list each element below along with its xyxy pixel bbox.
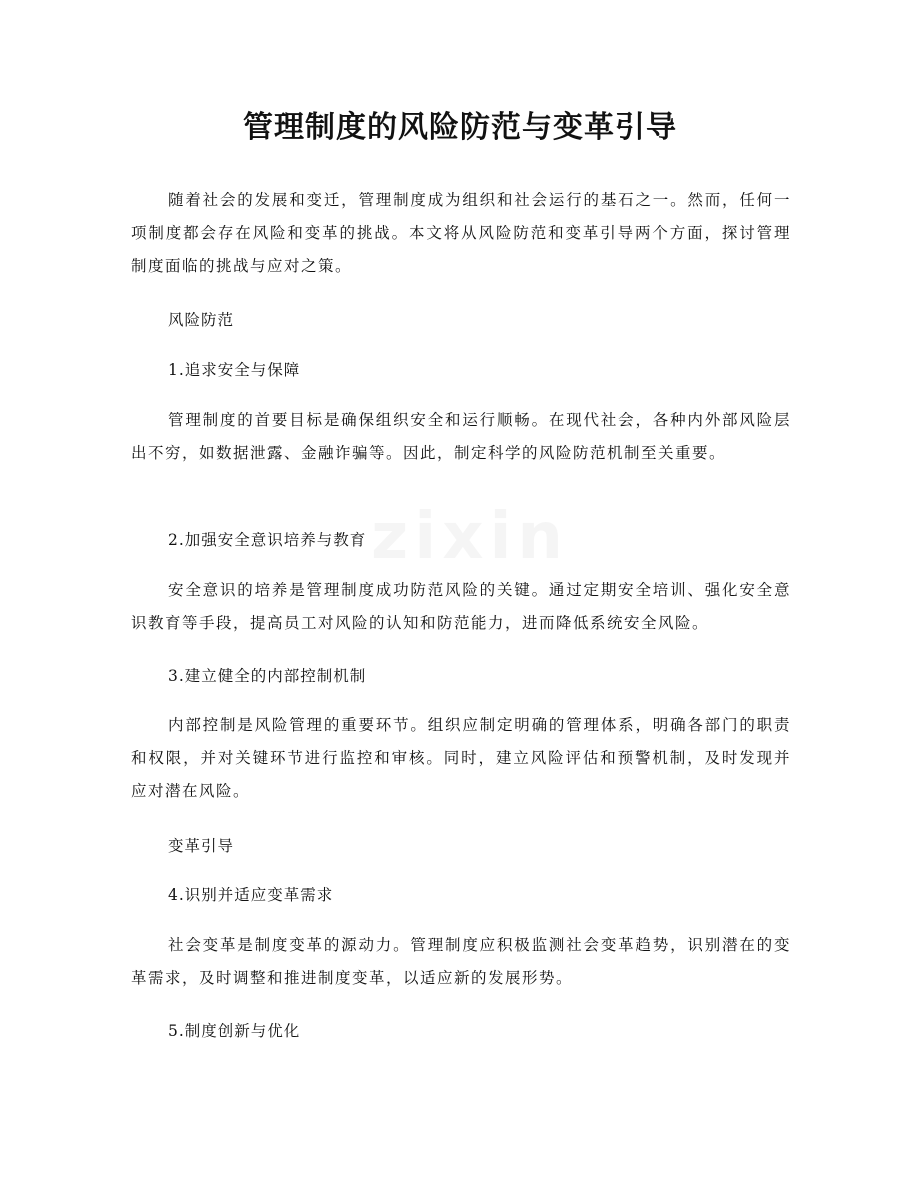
paragraph-4: 社会变革是制度变革的源动力。管理制度应积极监测社会变革趋势，识别潜在的变革需求，及时调整和推进制度变革，以适应新的发展形势。	[131, 936, 791, 987]
subheading-5: 5.制度创新与优化	[168, 1022, 301, 1040]
page-title: 管理制度的风险防范与变革引导	[243, 110, 677, 145]
paragraph-3: 内部控制是风险管理的重要环节。组织应制定明确的管理体系，明确各部门的职责和权限，并对关键环节进行监控和审核。同时，建立风险评估和预警机制，及时发现并应对潜在风险。	[131, 716, 791, 800]
subheading-2: 2.加强安全意识培养与教育	[168, 531, 367, 549]
section-heading-risk: 风险防范	[168, 311, 235, 329]
intro-paragraph: 随着社会的发展和变迁，管理制度成为组织和社会运行的基石之一。然而，任何一项制度都会存在风险和变革的挑战。本文将从风险防范和变革引导两个方面，探讨管理制度面临的挑战与应对之策。	[131, 191, 791, 275]
paragraph-2: 安全意识的培养是管理制度成功防范风险的关键。通过定期安全培训、强化安全意识教育等手段，提高员工对风险的认知和防范能力，进而降低系统安全风险。	[131, 581, 791, 632]
subheading-3: 3.建立健全的内部控制机制	[168, 667, 367, 685]
section-heading-change: 变革引导	[168, 837, 235, 855]
subheading-4: 4.识别并适应变革需求	[168, 886, 334, 904]
subheading-1: 1.追求安全与保障	[168, 361, 301, 379]
paragraph-1: 管理制度的首要目标是确保组织安全和运行顺畅。在现代社会，各种内外部风险层出不穷，如数据泄露、金融诈骗等。因此，制定科学的风险防范机制至关重要。	[131, 411, 791, 462]
